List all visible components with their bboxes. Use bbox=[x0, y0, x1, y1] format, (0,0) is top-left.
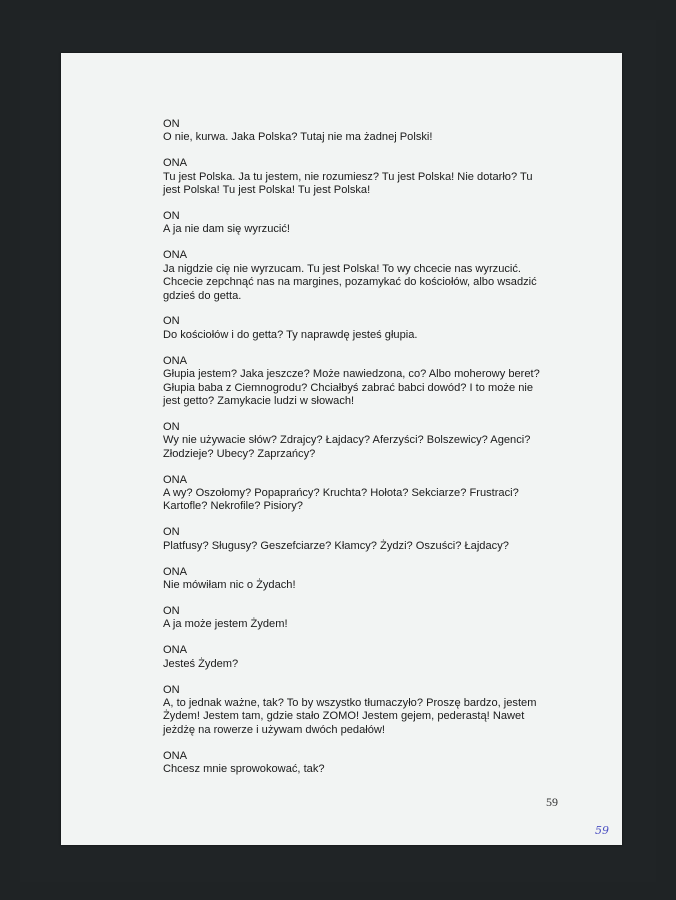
speaker-name: ONA bbox=[163, 157, 188, 170]
dialogue-entry bbox=[163, 750, 563, 777]
dialogue-line: Kartofle? Nekrofile? Pisiory? bbox=[163, 500, 303, 513]
dialogue-line: Jesteś Żydem? bbox=[163, 657, 239, 670]
dialogue-line: Chcesz mnie sprowokować, tak? bbox=[163, 763, 325, 776]
dialogue-entry bbox=[163, 566, 563, 593]
speaker-name: ON bbox=[163, 604, 180, 617]
dialogue-line: Do kościołów i do getta? Ty naprawdę jesteś głupia. bbox=[163, 328, 418, 341]
page-number: 59 bbox=[546, 795, 558, 809]
dialogue-line: Ja nigdzie cię nie wyrzucam. Tu jest Polska! To wy chcecie nas wyrzucić. bbox=[163, 262, 522, 275]
speaker-name: ONA bbox=[163, 749, 188, 762]
dialogue-entry bbox=[163, 315, 563, 342]
dialogue-line: gdzieś do getta. bbox=[163, 289, 242, 302]
dialogue-entry bbox=[163, 157, 563, 197]
speaker-name: ON bbox=[163, 118, 180, 130]
dialogue-entry bbox=[163, 684, 563, 738]
dialogue-entry bbox=[163, 210, 563, 237]
speaker-name: ONA bbox=[163, 354, 188, 367]
dialogue-line: A ja nie dam się wyrzucić! bbox=[163, 223, 291, 236]
speaker-name: ON bbox=[163, 210, 180, 223]
handwritten-page-number: 59 bbox=[595, 824, 609, 837]
dialogue-line: A ja może jestem Żydem! bbox=[163, 618, 288, 631]
speaker-name: ONA bbox=[163, 565, 188, 578]
speaker-name: ON bbox=[163, 315, 180, 328]
dialogue-entry bbox=[163, 605, 563, 632]
dialogue-entry bbox=[163, 249, 563, 303]
dialogue-line: Nie mówiłam nic o Żydach! bbox=[163, 579, 296, 592]
dialogue-line: Żydem! Jestem tam, gdzie stało ZOMO! Jestem gejem, pederastą! Nawet bbox=[163, 710, 525, 723]
dialogue-line: O nie, kurwa. Jaka Polska? Tutaj nie ma żadnej Polski! bbox=[163, 131, 433, 144]
dialogue-line: Wy nie używacie słów? Zdrajcy? Łajdacy? Aferzyści? Bolszewicy? Agenci? bbox=[163, 434, 531, 447]
speaker-name: ON bbox=[163, 420, 180, 433]
dialogue-line: jeżdżę na rowerze i używam dwóch pedałów! bbox=[163, 723, 385, 736]
dialogue-line: Platfusy? Sługusy? Geszefciarze? Kłamcy? Żydzi? Oszuści? Łajdacy? bbox=[163, 539, 509, 552]
dialogue-entry bbox=[163, 474, 563, 514]
speaker-name: ON bbox=[163, 683, 180, 696]
speaker-name: ONA bbox=[163, 473, 188, 486]
dialogue-line: Głupia baba z Ciemnogrodu? Chciałbyś zabrać babci dowód? I to może nie bbox=[163, 381, 534, 394]
dialogue-entry bbox=[163, 526, 563, 553]
speaker-name: ONA bbox=[163, 644, 188, 657]
dialogue-entry bbox=[163, 355, 563, 409]
dialogue-line: jest Polska! Tu jest Polska! Tu jest Polska! bbox=[163, 184, 371, 197]
speaker-name: ONA bbox=[163, 249, 188, 262]
speaker-name: ON bbox=[163, 526, 180, 539]
dialogue-entry bbox=[163, 644, 563, 671]
dialogue-entry bbox=[163, 118, 563, 145]
document-page bbox=[61, 53, 622, 845]
dialogue-line: Złodzieje? Ubecy? Zaprzańcy? bbox=[163, 447, 316, 460]
dialogue-line: Tu jest Polska. Ja tu jestem, nie rozumiesz? Tu jest Polska! Nie dotarło? Tu bbox=[163, 170, 533, 183]
dialogue-text bbox=[163, 118, 563, 789]
dialogue-line: Głupia jestem? Jaka jeszcze? Może nawiedzona, co? Albo moherowy beret? bbox=[163, 368, 540, 381]
dialogue-line: A, to jednak ważne, tak? To by wszystko tłumaczyło? Proszę bardzo, jestem bbox=[163, 697, 537, 709]
dialogue-line: A wy? Oszołomy? Popaprańcy? Kruchta? Hołota? Sekciarze? Frustraci? bbox=[163, 487, 519, 500]
dialogue-line: jest getto? Zamykacie ludzi w słowach! bbox=[163, 395, 355, 407]
dialogue-line: Chcecie zepchnąć nas na margines, pozamykać do kościołów, albo wsadzić bbox=[163, 276, 537, 289]
dialogue-entry bbox=[163, 421, 563, 461]
